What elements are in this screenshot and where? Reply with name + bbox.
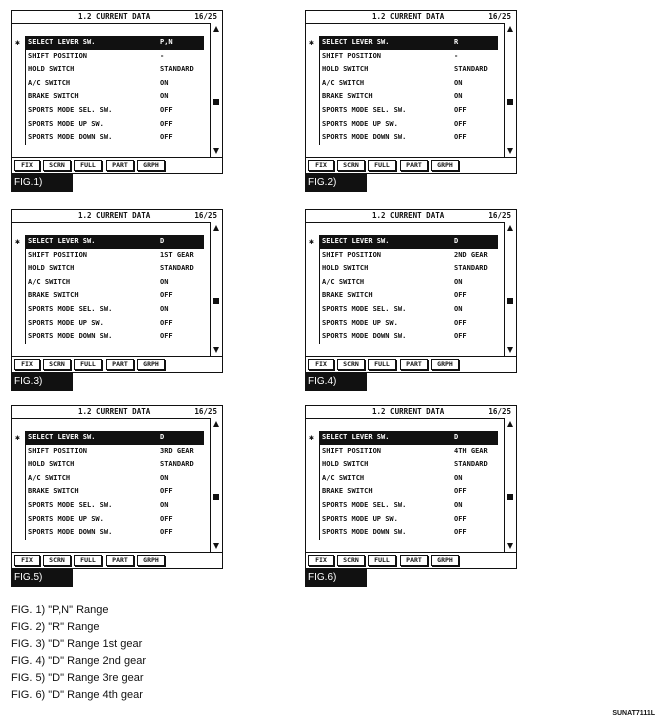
item-value: ON [160, 78, 169, 87]
item-value: STANDARD [160, 65, 194, 74]
item-value: OFF [454, 291, 467, 300]
item-value: ON [454, 500, 463, 509]
cursor-marker: ✱ [15, 237, 20, 246]
item-value: ON [160, 304, 169, 313]
item-name: HOLD SWITCH [322, 65, 369, 74]
scan-tool-screen [305, 209, 517, 373]
caption-fig6: FIG. 6) "D" Range 4th gear [11, 689, 143, 701]
full-button[interactable]: FULL [74, 160, 102, 171]
scroll-thumb[interactable] [507, 99, 513, 105]
item-value: STANDARD [454, 264, 488, 273]
data-row[interactable] [320, 526, 498, 540]
scroll-down-arrow-icon[interactable] [213, 543, 219, 549]
screen-title: 1.2 CURRENT DATA [78, 211, 151, 220]
item-value: ON [160, 277, 169, 286]
screen-header [12, 11, 222, 24]
scroll-down-arrow-icon[interactable] [213, 347, 219, 353]
scrn-button[interactable]: SCRN [43, 359, 71, 370]
scroll-up-arrow-icon[interactable] [507, 421, 513, 427]
item-name: SELECT LEVER SW. [322, 38, 390, 46]
data-row[interactable] [320, 36, 498, 50]
item-name: SPORTS MODE SEL. SW. [322, 304, 407, 313]
data-row[interactable] [320, 289, 498, 303]
item-value: P,N [160, 38, 173, 46]
item-name: HOLD SWITCH [28, 65, 75, 74]
data-row[interactable] [26, 104, 204, 118]
scroll-thumb[interactable] [213, 99, 219, 105]
fix-button[interactable]: FIX [14, 160, 40, 171]
scan-tool-screen [11, 209, 223, 373]
data-row[interactable] [320, 249, 498, 263]
data-list [319, 36, 498, 145]
item-value: OFF [454, 514, 467, 523]
data-row[interactable] [26, 303, 204, 317]
figure-panel [305, 209, 517, 391]
item-value: - [160, 51, 165, 60]
scrn-button[interactable]: SCRN [337, 555, 365, 566]
page-indicator: 16/25 [488, 12, 511, 21]
figure-panel [11, 405, 223, 587]
item-value: OFF [160, 528, 173, 537]
figure-panel [11, 209, 223, 391]
part-button[interactable]: PART [400, 160, 428, 171]
data-row[interactable] [26, 499, 204, 513]
scrollbar[interactable] [210, 23, 222, 157]
item-value: OFF [454, 133, 467, 142]
data-row[interactable] [320, 276, 498, 290]
item-value: 3RD GEAR [160, 446, 194, 455]
figure-label: FIG.4) [305, 373, 367, 391]
data-row[interactable] [26, 63, 204, 77]
full-button[interactable]: FULL [368, 555, 396, 566]
item-value: OFF [454, 332, 467, 341]
figure-label: FIG.3) [11, 373, 73, 391]
screen-title: 1.2 CURRENT DATA [372, 12, 445, 21]
data-row[interactable] [26, 36, 204, 50]
item-value: OFF [454, 119, 467, 128]
data-row[interactable] [320, 262, 498, 276]
item-value: 1ST GEAR [160, 250, 194, 259]
data-row[interactable] [26, 131, 204, 145]
data-row[interactable] [320, 458, 498, 472]
item-value: D [160, 237, 165, 245]
item-name: SELECT LEVER SW. [322, 433, 390, 441]
data-row[interactable] [26, 458, 204, 472]
full-button[interactable]: FULL [74, 359, 102, 370]
item-name: BRAKE SWITCH [28, 487, 79, 496]
item-value: STANDARD [454, 65, 488, 74]
item-value: ON [160, 92, 169, 101]
scan-tool-screen [305, 10, 517, 174]
data-row[interactable] [26, 262, 204, 276]
data-row[interactable] [320, 499, 498, 513]
scrn-button[interactable]: SCRN [337, 160, 365, 171]
item-name: A/C SWITCH [322, 277, 365, 286]
item-value: ON [454, 304, 463, 313]
data-row[interactable] [320, 330, 498, 344]
function-button-bar [12, 356, 222, 372]
item-name: SPORTS MODE DOWN SW. [28, 332, 113, 341]
item-value: STANDARD [160, 264, 194, 273]
item-name: A/C SWITCH [28, 78, 71, 87]
item-name: BRAKE SWITCH [322, 291, 373, 300]
item-name: SHIFT POSITION [28, 51, 88, 60]
data-row[interactable] [320, 235, 498, 249]
data-row[interactable] [26, 77, 204, 91]
figure-label: FIG.1) [11, 174, 73, 192]
document-code: SUNAT7111L [612, 710, 655, 717]
function-button-bar [12, 157, 222, 173]
item-name: SPORTS MODE SEL. SW. [28, 105, 113, 114]
scan-tool-screen [305, 405, 517, 569]
item-name: SPORTS MODE UP SW. [322, 514, 398, 523]
data-row[interactable] [320, 50, 498, 64]
page-indicator: 16/25 [194, 407, 217, 416]
item-name: HOLD SWITCH [28, 264, 75, 273]
data-row[interactable] [320, 63, 498, 77]
scroll-up-arrow-icon[interactable] [213, 421, 219, 427]
fix-button[interactable]: FIX [308, 555, 334, 566]
scrn-button[interactable]: SCRN [43, 160, 71, 171]
grph-button[interactable]: GRPH [137, 555, 165, 566]
caption-fig2: FIG. 2) "R" Range [11, 621, 100, 633]
item-name: SPORTS MODE DOWN SW. [322, 528, 407, 537]
item-value: ON [160, 500, 169, 509]
part-button[interactable]: PART [400, 359, 428, 370]
data-row[interactable] [320, 303, 498, 317]
item-value: OFF [160, 332, 173, 341]
item-value: D [454, 433, 459, 441]
data-row[interactable] [320, 90, 498, 104]
item-name: SPORTS MODE UP SW. [322, 119, 398, 128]
item-name: SPORTS MODE SEL. SW. [28, 500, 113, 509]
item-value: OFF [454, 105, 467, 114]
item-value: OFF [160, 133, 173, 142]
scrollbar[interactable] [504, 222, 516, 356]
data-row[interactable] [320, 431, 498, 445]
item-name: SPORTS MODE SEL. SW. [322, 500, 407, 509]
item-name: SPORTS MODE UP SW. [28, 119, 104, 128]
screen-title: 1.2 CURRENT DATA [372, 407, 445, 416]
scroll-thumb[interactable] [507, 494, 513, 500]
item-value: ON [160, 473, 169, 482]
data-list [319, 235, 498, 344]
item-value: OFF [160, 291, 173, 300]
item-name: SPORTS MODE SEL. SW. [28, 304, 113, 313]
item-name: SHIFT POSITION [322, 250, 382, 259]
item-name: SPORTS MODE UP SW. [28, 318, 104, 327]
data-list [25, 36, 204, 145]
data-row[interactable] [26, 235, 204, 249]
cursor-marker: ✱ [309, 237, 314, 246]
data-row[interactable] [26, 526, 204, 540]
data-row[interactable] [26, 513, 204, 527]
item-value: OFF [160, 487, 173, 496]
data-row[interactable] [320, 118, 498, 132]
item-value: 2ND GEAR [454, 250, 488, 259]
item-name: A/C SWITCH [28, 277, 71, 286]
data-list [25, 431, 204, 540]
caption-list [11, 602, 146, 704]
scroll-up-arrow-icon[interactable] [213, 225, 219, 231]
page-indicator: 16/25 [194, 211, 217, 220]
data-row[interactable] [26, 50, 204, 64]
function-button-bar [12, 552, 222, 568]
item-value: D [454, 237, 459, 245]
screen-header [306, 11, 516, 24]
item-name: SPORTS MODE DOWN SW. [28, 133, 113, 142]
full-button[interactable]: FULL [368, 160, 396, 171]
scroll-up-arrow-icon[interactable] [507, 26, 513, 32]
data-row[interactable] [320, 485, 498, 499]
fix-button[interactable]: FIX [14, 555, 40, 566]
data-list [319, 431, 498, 540]
scroll-up-arrow-icon[interactable] [507, 225, 513, 231]
scroll-thumb[interactable] [213, 494, 219, 500]
item-name: BRAKE SWITCH [322, 92, 373, 101]
data-row[interactable] [320, 513, 498, 527]
data-row[interactable] [26, 317, 204, 331]
cursor-marker: ✱ [15, 433, 20, 442]
scroll-thumb[interactable] [213, 298, 219, 304]
cursor-marker: ✱ [309, 38, 314, 47]
scrollbar[interactable] [210, 222, 222, 356]
item-value: OFF [454, 487, 467, 496]
screen-header [306, 406, 516, 419]
fix-button[interactable]: FIX [14, 359, 40, 370]
caption-fig5: FIG. 5) "D" Range 3re gear [11, 672, 144, 684]
item-name: SPORTS MODE SEL. SW. [322, 105, 407, 114]
grph-button[interactable]: GRPH [431, 359, 459, 370]
item-name: SHIFT POSITION [322, 446, 382, 455]
item-name: SPORTS MODE UP SW. [322, 318, 398, 327]
item-value: STANDARD [454, 460, 488, 469]
grph-button[interactable]: GRPH [431, 555, 459, 566]
item-name: SHIFT POSITION [28, 446, 88, 455]
data-row[interactable] [26, 330, 204, 344]
item-value: R [454, 38, 459, 46]
screen-header [306, 210, 516, 223]
fix-button[interactable]: FIX [308, 160, 334, 171]
item-value: 4TH GEAR [454, 446, 488, 455]
screen-title: 1.2 CURRENT DATA [372, 211, 445, 220]
item-value: OFF [160, 105, 173, 114]
grph-button[interactable]: GRPH [137, 359, 165, 370]
data-row[interactable] [320, 317, 498, 331]
item-value: ON [454, 78, 463, 87]
function-button-bar [306, 552, 516, 568]
screen-title: 1.2 CURRENT DATA [78, 407, 151, 416]
scrollbar[interactable] [210, 418, 222, 552]
part-button[interactable]: PART [106, 555, 134, 566]
item-name: SHIFT POSITION [28, 250, 88, 259]
item-value: OFF [160, 514, 173, 523]
scroll-down-arrow-icon[interactable] [507, 347, 513, 353]
scroll-down-arrow-icon[interactable] [507, 543, 513, 549]
data-row[interactable] [320, 445, 498, 459]
function-button-bar [306, 157, 516, 173]
item-name: A/C SWITCH [322, 473, 365, 482]
item-value: OFF [160, 119, 173, 128]
figure-label: FIG.2) [305, 174, 367, 192]
data-row[interactable] [26, 472, 204, 486]
item-value: STANDARD [160, 460, 194, 469]
figure-panel [305, 405, 517, 587]
grph-button[interactable]: GRPH [431, 160, 459, 171]
cursor-marker: ✱ [309, 433, 314, 442]
scrn-button[interactable]: SCRN [337, 359, 365, 370]
item-name: SELECT LEVER SW. [28, 433, 96, 441]
screen-header [12, 406, 222, 419]
item-name: SELECT LEVER SW. [28, 237, 96, 245]
caption-fig4: FIG. 4) "D" Range 2nd gear [11, 655, 146, 667]
item-name: SPORTS MODE UP SW. [28, 514, 104, 523]
caption-fig1: FIG. 1) "P,N" Range [11, 604, 109, 616]
item-value: ON [454, 92, 463, 101]
caption-fig3: FIG. 3) "D" Range 1st gear [11, 638, 143, 650]
page-indicator: 16/25 [488, 407, 511, 416]
scroll-up-arrow-icon[interactable] [213, 26, 219, 32]
item-value: OFF [454, 318, 467, 327]
item-name: BRAKE SWITCH [28, 291, 79, 300]
data-row[interactable] [320, 472, 498, 486]
item-value: OFF [160, 318, 173, 327]
figure-label: FIG.5) [11, 569, 73, 587]
figure-panel [11, 10, 223, 192]
figure-panel [305, 10, 517, 192]
page-indicator: 16/25 [488, 211, 511, 220]
item-value: D [160, 433, 165, 441]
data-row[interactable] [26, 90, 204, 104]
item-value: ON [454, 473, 463, 482]
item-name: SPORTS MODE DOWN SW. [322, 332, 407, 341]
screen-title: 1.2 CURRENT DATA [78, 12, 151, 21]
data-row[interactable] [26, 289, 204, 303]
data-row[interactable] [26, 276, 204, 290]
item-name: A/C SWITCH [28, 473, 71, 482]
data-row[interactable] [320, 77, 498, 91]
part-button[interactable]: PART [400, 555, 428, 566]
part-button[interactable]: PART [106, 160, 134, 171]
item-name: A/C SWITCH [322, 78, 365, 87]
item-name: SELECT LEVER SW. [322, 237, 390, 245]
cursor-marker: ✱ [15, 38, 20, 47]
scan-tool-screen [11, 10, 223, 174]
data-list [25, 235, 204, 344]
item-name: SPORTS MODE DOWN SW. [322, 133, 407, 142]
full-button[interactable]: FULL [368, 359, 396, 370]
data-row[interactable] [26, 485, 204, 499]
item-name: SELECT LEVER SW. [28, 38, 96, 46]
screen-header [12, 210, 222, 223]
grph-button[interactable]: GRPH [137, 160, 165, 171]
full-button[interactable]: FULL [74, 555, 102, 566]
scan-tool-screen [11, 405, 223, 569]
fix-button[interactable]: FIX [308, 359, 334, 370]
item-name: SHIFT POSITION [322, 51, 382, 60]
data-row[interactable] [26, 249, 204, 263]
scrn-button[interactable]: SCRN [43, 555, 71, 566]
data-row[interactable] [26, 118, 204, 132]
scroll-down-arrow-icon[interactable] [507, 148, 513, 154]
part-button[interactable]: PART [106, 359, 134, 370]
item-name: HOLD SWITCH [322, 264, 369, 273]
scroll-down-arrow-icon[interactable] [213, 148, 219, 154]
data-row[interactable] [320, 131, 498, 145]
figure-label: FIG.6) [305, 569, 367, 587]
item-name: BRAKE SWITCH [28, 92, 79, 101]
scroll-thumb[interactable] [507, 298, 513, 304]
page-indicator: 16/25 [194, 12, 217, 21]
item-name: HOLD SWITCH [322, 460, 369, 469]
item-value: - [454, 51, 459, 60]
item-value: ON [454, 277, 463, 286]
item-name: HOLD SWITCH [28, 460, 75, 469]
scrollbar[interactable] [504, 23, 516, 157]
item-value: OFF [454, 528, 467, 537]
scrollbar[interactable] [504, 418, 516, 552]
data-row[interactable] [320, 104, 498, 118]
data-row[interactable] [26, 431, 204, 445]
function-button-bar [306, 356, 516, 372]
item-name: BRAKE SWITCH [322, 487, 373, 496]
item-name: SPORTS MODE DOWN SW. [28, 528, 113, 537]
data-row[interactable] [26, 445, 204, 459]
